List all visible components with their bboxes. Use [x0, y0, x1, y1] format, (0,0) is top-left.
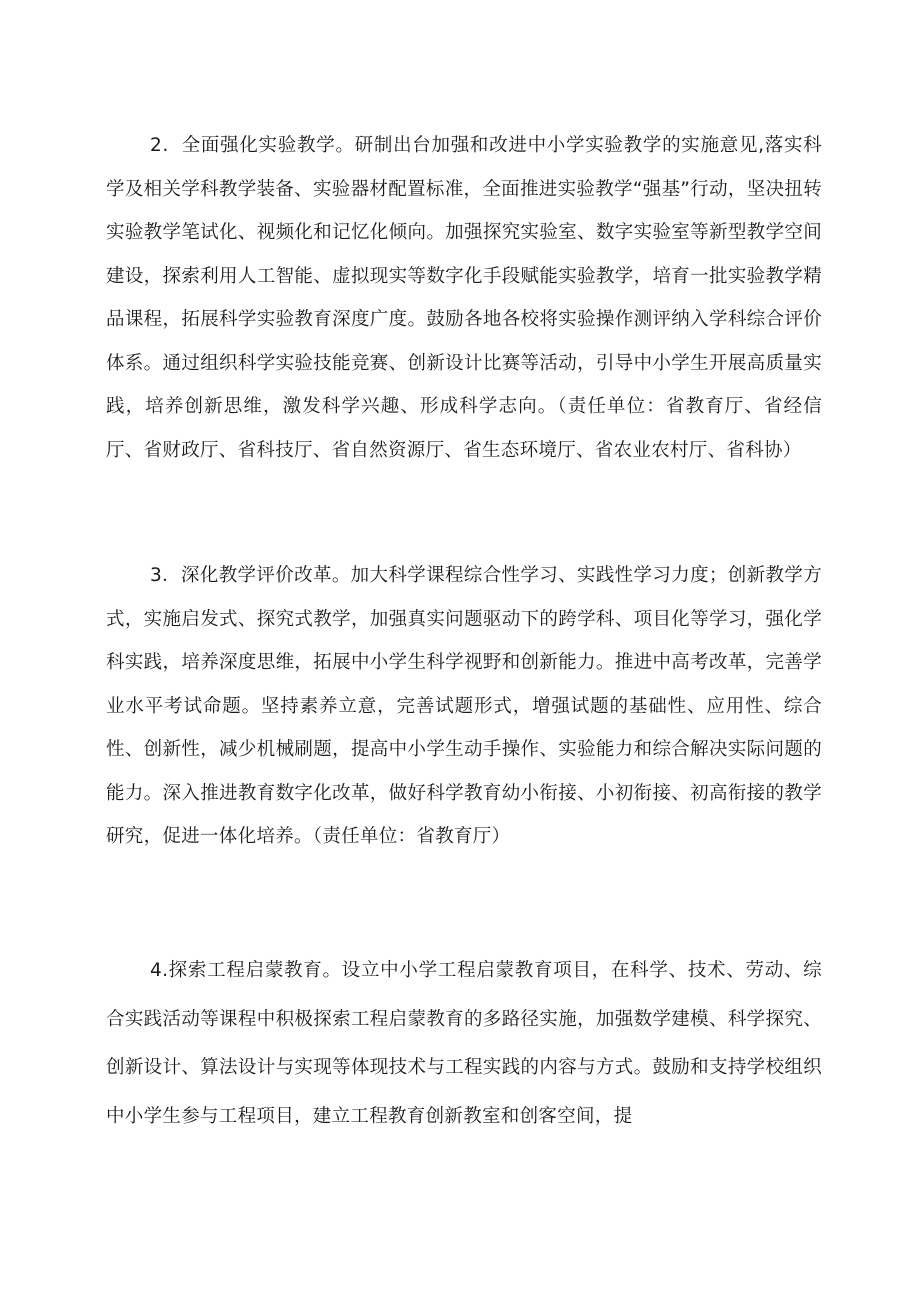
paragraph-4: 4.探索工程启蒙教育。设立中小学工程启蒙教育项目，在科学、技术、劳动、综合实践活动等课程中积极探索工程启蒙教育的多路径实施，加强数学建模、科学探究、创新设计、算法设计与实现等体现技术与工程实践的内容与方式。鼓励和支持学校组织中小学生参与工程项目，建立工程教育创新教室和创客空间，提 — [106, 960, 822, 1127]
paragraph-3: 3．深化教学评价改革。加大科学课程综合性学习、实践性学习力度；创新教学方式，实施启发式、探究式教学，加强真实问题驱动下的跨学科、项目化等学习，强化学科实践，培养深度思维，拓展中小学生科学视野和创新能力。推进中高考改革，完善学业水平考试命题。坚持素养立意，完善试题形式，增强试题的基础性、应用性、综合性、创新性，减少机械刷题，提高中小学生动手操作、实验能力和综合解决实际问题的能力。深入推进教育数字化改革，做好科学教育幼小衔接、小初衔接、初高衔接的教学研究，促进一体化培养。（责任单位：省教育厅） — [106, 565, 822, 847]
paragraph-2: 2．全面强化实验教学。研制出台加强和改进中小学实验教学的实施意见,落实科学及相关学科教学装备、实验器材配置标准，全面推进实验教学“强基”行动，坚决扭转实验教学笔试化、视频化和记忆化倾向。加强探究实验室、数字实验室等新型教学空间建设，探索利用人工智能、虚拟现实等数字化手段赋能实验教学，培育一批实验教学精品课程，拓展科学实验教育深度广度。鼓励各地各校将实验操作测评纳入学科综合评价体系。通过组织科学实验技能竞赛、创新设计比赛等活动，引导中小学生开展高质量实践，培养创新思维，激发科学兴趣、形成科学志向。（责任单位：省教育厅、省经信厅、省财政厅、省科技厅、省自然资源厅、省生态环境厅、省农业农村厅、省科协） — [106, 135, 822, 461]
